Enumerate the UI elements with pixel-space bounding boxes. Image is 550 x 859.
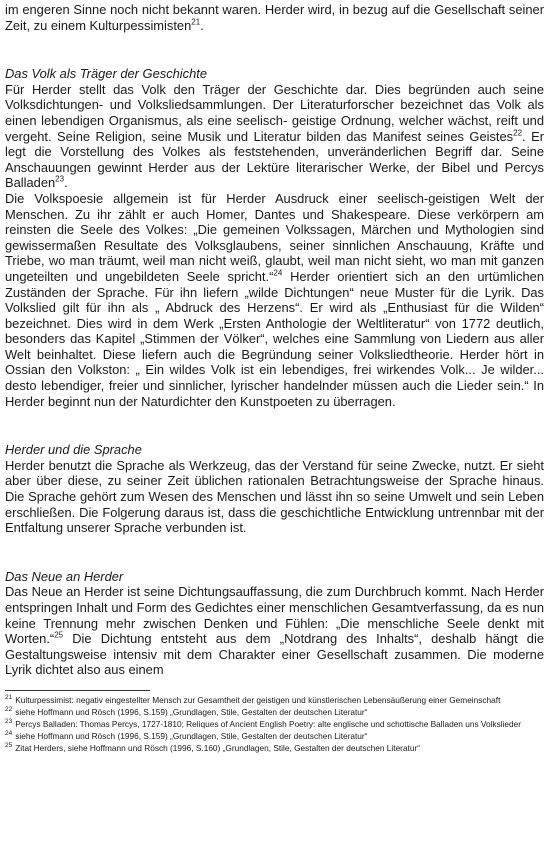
section-volk [5, 66, 544, 409]
footnote-22 [5, 707, 544, 718]
paragraph-volk-1 [5, 82, 544, 191]
footnote-ref-24: 24 [273, 268, 283, 278]
paragraph-volk-2 [5, 191, 544, 409]
section-heading-sprache: Herder und die Sprache [5, 442, 142, 458]
footnote-number: 22 [5, 706, 13, 714]
footnote-text: siehe Hoffmann und Rösch (1996, S.159) „Grundlagen, Stile, Gestalten der deutschen Literatur“ [15, 706, 368, 717]
text-span: Herder orientiert sich an den urtümlichen Zuständen der Sprache. Für ihn liefern „wilde Dichtungen“ neue Muster für die Lyrik. Das Volkslied gilt für ihn als „ Abdruck des Herzens“. Er wird als „Enthusiast für die Wilden“ bezeichnet. Dies wird in dem Werk „Ersten Anthologie der Weltliteratur“ von 1772 deutlich, besonders das Kapitel „Stimmen der Völker“, welches eine Sammlung von Liedern aus aller Welt beinhaltet. Diese liefern auch die Begründung seiner Volksliedtheorie. Herder hört in Ossian den Volkston: „ Ein wildes Volk ist ein lebendiges, frei wirkendes Volk... Je wilder... desto lebendiger, freier und sinnlicher, lyrischer handelnder müssen auch die Lieder sein.“ In Herder beginnt nun der Naturdichter den Kunstpoeten zu überragen. [5, 268, 544, 409]
footnote-text: Percys Balladen: Thomas Percys, 1727-1810; Reliques of Ancient English Poetry: alte englische und schottische Balladen uns Volkslieder [15, 718, 522, 729]
footnote-ref-23: 23 [55, 175, 65, 185]
intro-paragraph [5, 2, 544, 33]
intro-tail: . [200, 17, 204, 33]
footnote-24 [5, 731, 544, 742]
section-neue [5, 569, 544, 678]
section-heading-neue: Das Neue an Herder [5, 568, 124, 584]
footnote-number: 21 [5, 694, 13, 702]
footnote-text: Kulturpessimist: negativ eingestellter Mensch zur Gesamtheit der geistigen und künstlerischen Lebensäußerung einer Gemeinschaft [15, 694, 501, 705]
footnote-23 [5, 719, 544, 730]
footnotes [5, 695, 544, 754]
text-span: . Er legt die Vorstellung des Volkes als feststehenden, unveränderlichen Begriff dar. Seine Anschauungen gewinnt Herder aus der Lektüre literarischer Werke, der Bibel und Percys Balladen [5, 128, 544, 191]
footnote-divider [5, 690, 150, 691]
footnote-ref-21: 21 [191, 17, 201, 27]
footnote-ref-22: 22 [513, 128, 523, 138]
footnote-number: 24 [5, 729, 13, 737]
intro-text: im engeren Sinne noch nicht bekannt waren. Herder wird, in bezug auf die Gesellschaft seiner Zeit, zu einem Kulturpessimisten [5, 2, 544, 33]
footnote-text: Zitat Herders, siehe Hoffmann und Rösch (1996, S.160) „Grundlagen, Stile, Gestalten der deutschen Literatur“ [15, 742, 421, 753]
text-span: Die Dichtung entsteht aus dem „Notdrang des Inhalts“, deshalb hängt die Gestaltungsweise intensiv mit dem Charakter einer Gesellschaft zusammen. Die moderne Lyrik dichtet also aus einem [5, 631, 544, 678]
text-span: Das Neue an Herder ist seine Dichtungsauffassung, die zum Durchbruch kommt. Nach Herder entspringen Inhalt und Form des Gedichtes einer menschlichen Gesamtverfassung, da es nun keine Trennung mehr zwischen Denken und Fühlen: „Die menschliche Seele denkt mit Worten.“ [5, 584, 544, 647]
paragraph-sprache: Herder benutzt die Sprache als Werkzeug, das der Verstand für seine Zwecke, nutzt. Er sieht aber über diese, zu seiner Zeit üblichen rationalen Betrachtungsweise der Sprache hinaus. Die Sprache gehört zum Wesen des Menschen und lässt ihn so seine Umwelt und sein Leben erschließen. Die Folgerung daraus ist, dass die geschichtliche Entwicklung untrennbar mit der Entfaltung unserer Sprache verbunden ist. [5, 457, 544, 536]
text-span: . [64, 175, 68, 191]
footnote-ref-25: 25 [54, 630, 64, 640]
footnote-number: 23 [5, 718, 13, 726]
footnote-21 [5, 695, 544, 706]
paragraph-neue [5, 584, 544, 678]
text-span: Die Volkspoesie allgemein ist für Herder Ausdruck einer seelisch-geistigen Welt der Menschen. Zu ihr zählt er auch Homer, Dantes und Shakespeare. Diese verkörpern am reinsten die Seele des Volkes: „Die gemeinen Volkssagen, Märchen und Mythologien sind gewissermaßen Resultate des Volksglaubens, seiner sinnlichen Anschauung, Kräfte und Triebe, wo man träumt, weil man nicht weiß, glaubt, weil man nicht sieht, wo man mit ganzen ungeteilten und ungebildeten Seele spricht.“ [5, 190, 544, 284]
text-span: Für Herder stellt das Volk den Träger der Geschichte dar. Dies begründen auch seine Volksdichtungen- und Volksliedsammlungen. Der Literaturforscher bezeichnet das Volk als einen lebendigen Organismus, als eine seelisch- geistige Ordnung, welcher wächst, reift und vergeht. Seine Religion, seine Musik und Literatur bilden das Manifest seines Geistes [5, 81, 544, 144]
footnote-number: 25 [5, 741, 13, 749]
section-sprache [5, 442, 544, 536]
footnote-text: siehe Hoffmann und Rösch (1996, S.159) „Grundlagen, Stile, Gestalten der deutschen Literatur“ [15, 730, 368, 741]
section-heading-volk: Das Volk als Träger der Geschichte [5, 66, 208, 82]
footnote-25 [5, 743, 544, 754]
